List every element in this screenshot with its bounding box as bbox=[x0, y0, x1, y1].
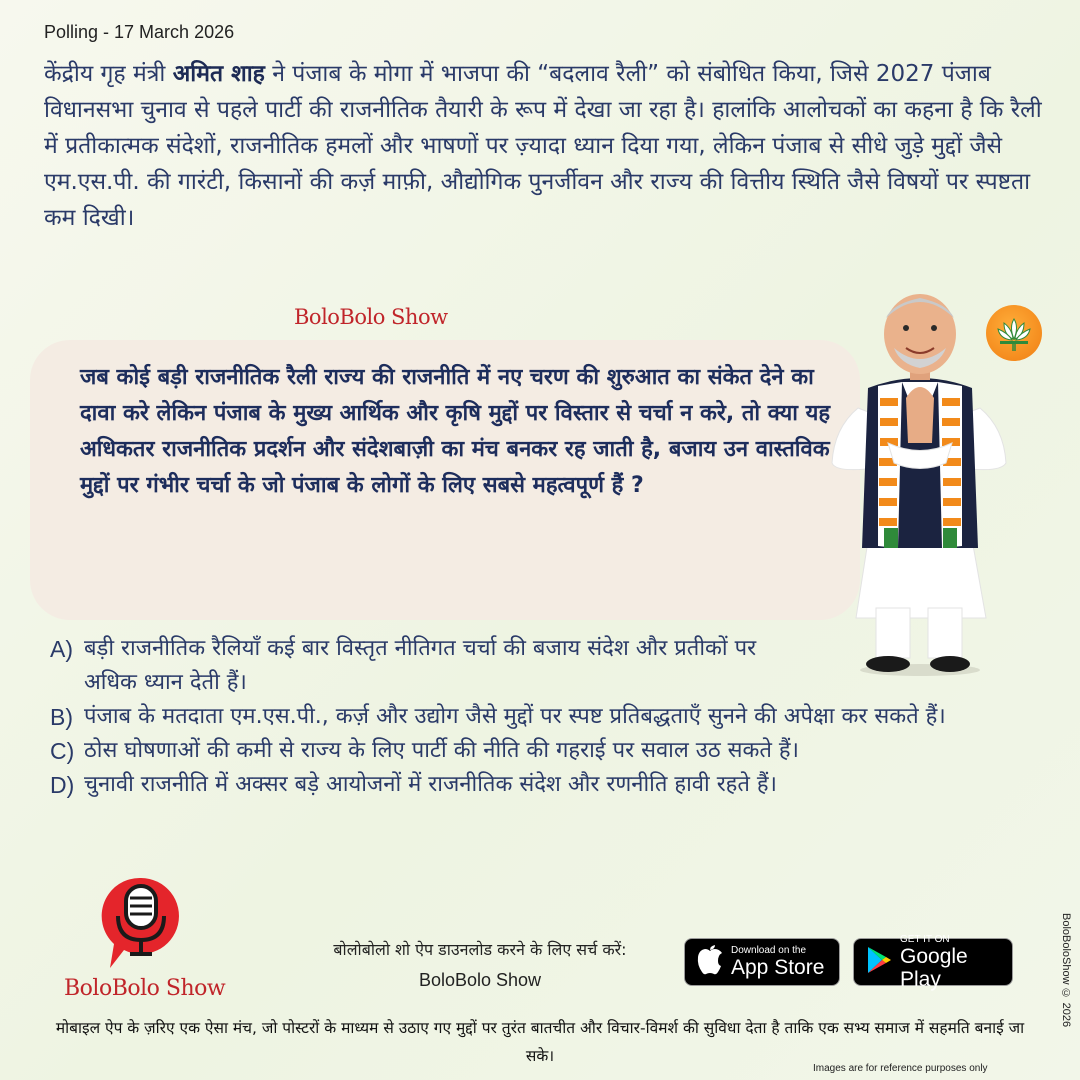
option-letter: D) bbox=[50, 772, 75, 798]
option-c[interactable] bbox=[50, 734, 1060, 768]
poll-options bbox=[50, 632, 1060, 802]
image-disclaimer: Images are for reference purposes only bbox=[813, 1063, 988, 1074]
intro-lead: केंद्रीय गृह मंत्री bbox=[44, 61, 173, 87]
app-store-small: Download on the bbox=[731, 945, 807, 956]
option-letter: B) bbox=[50, 704, 73, 730]
google-play-icon bbox=[866, 946, 892, 979]
poll-question: जब कोई बड़ी राजनीतिक रैली राज्य की राजनीति में नए चरण की शुरुआत का संकेत देने का दावा करे लेकिन पंजाब के मुख्य आर्थिक और कृषि मुद्दों पर विस्तार से चर्चा न करे, तो क्या यह अधिकतर राजनीतिक प्रदर्शन और संदेशबाज़ी का मंच बनकर रह जाती है, बजाय उन वास्तविक मुद्दों पर गंभीर चर्चा के जो पंजाब के लोगों के लिए सबसे महत्वपूर्ण हैं ? bbox=[80, 365, 831, 498]
option-text: चुनावी राजनीति में अक्सर बड़े आयोजनों में राजनीतिक संदेश और रणनीति हावी रहते हैं। bbox=[84, 772, 777, 797]
google-play-big: Google Play bbox=[900, 944, 968, 991]
option-letter: A) bbox=[50, 636, 73, 662]
google-play-button[interactable] bbox=[853, 933, 1013, 991]
brand-watermark: BoloBolo Show bbox=[294, 305, 448, 329]
lotus-icon bbox=[986, 305, 1042, 361]
app-store-big: App Store bbox=[731, 956, 825, 979]
download-cta bbox=[290, 935, 670, 995]
copyright-notice: BoloBoloShow © 2026 bbox=[1060, 913, 1072, 1028]
leader-photo bbox=[828, 278, 1008, 678]
option-a[interactable] bbox=[50, 632, 1060, 700]
footer-description: मोबाइल ऐप के ज़रिए एक ऐसा मंच, जो पोस्टरों के माध्यम से उठाए गए मुद्दों पर तुरंत बातचीत और विचार-विमर्श की सुविधा देता है ताकि एक सभ्य समाज में सहमति बनाई जा सके। bbox=[55, 1019, 1025, 1065]
apple-icon bbox=[697, 945, 723, 980]
option-text: पंजाब के मतदाता एम.एस.पी., कर्ज़ और उद्योग जैसे मुद्दों पर स्पष्ट प्रतिबद्धताएँ सुनने की अपेक्षा कर सकते हैं। bbox=[84, 704, 946, 729]
option-text: बड़ी राजनीतिक रैलियाँ कई बार विस्तृत नीतिगत चर्चा की बजाय संदेश और प्रतीकों पर अधिक ध्यान देती हैं। bbox=[84, 636, 757, 695]
microphone-icon bbox=[96, 874, 186, 974]
intro-rest: ने पंजाब के मोगा में भाजपा की “बदलाव रैली” को संबोधित किया, जिसे 2027 पंजाब विधानसभा चुनाव से पहले पार्टी की राजनीतिक तैयारी के रूप में देखा जा रहा है। हालांकि आलोचकों का कहना है कि रैली में प्रतीकात्मक संदेशों, राजनीतिक हमलों और भाषणों पर ज़्यादा ध्यान दिया गया, लेकिन पंजाब से सीधे जुड़े मुद्दों जैसे एम.एस.पी. की गारंटी, किसानों की कर्ज़ माफ़ी, औद्योगिक पुनर्जीवन और राज्य की वित्तीय स्थिति जैसे विषयों पर स्पष्टता कम दिखी। bbox=[44, 61, 1042, 231]
option-text: ठोस घोषणाओं की कमी से राज्य के लिए पार्टी की नीति की गहराई पर सवाल उठ सकते हैं। bbox=[84, 738, 799, 763]
option-letter: C) bbox=[50, 738, 75, 764]
poll-date: Polling - 17 March 2026 bbox=[44, 22, 235, 42]
intro-paragraph bbox=[44, 56, 1054, 236]
google-play-small: GET IT ON bbox=[900, 933, 950, 945]
brand-logo-text: BoloBolo Show bbox=[64, 976, 226, 1001]
download-app-name: BoloBolo Show bbox=[418, 970, 542, 990]
intro-name: अमित शाह bbox=[172, 61, 265, 87]
option-d[interactable] bbox=[50, 768, 1060, 802]
download-instruction: बोलोबोलो शो ऐप डाउनलोड करने के लिए सर्च करें: bbox=[333, 940, 627, 959]
option-b[interactable] bbox=[50, 700, 1060, 734]
app-store-button[interactable] bbox=[684, 938, 840, 986]
